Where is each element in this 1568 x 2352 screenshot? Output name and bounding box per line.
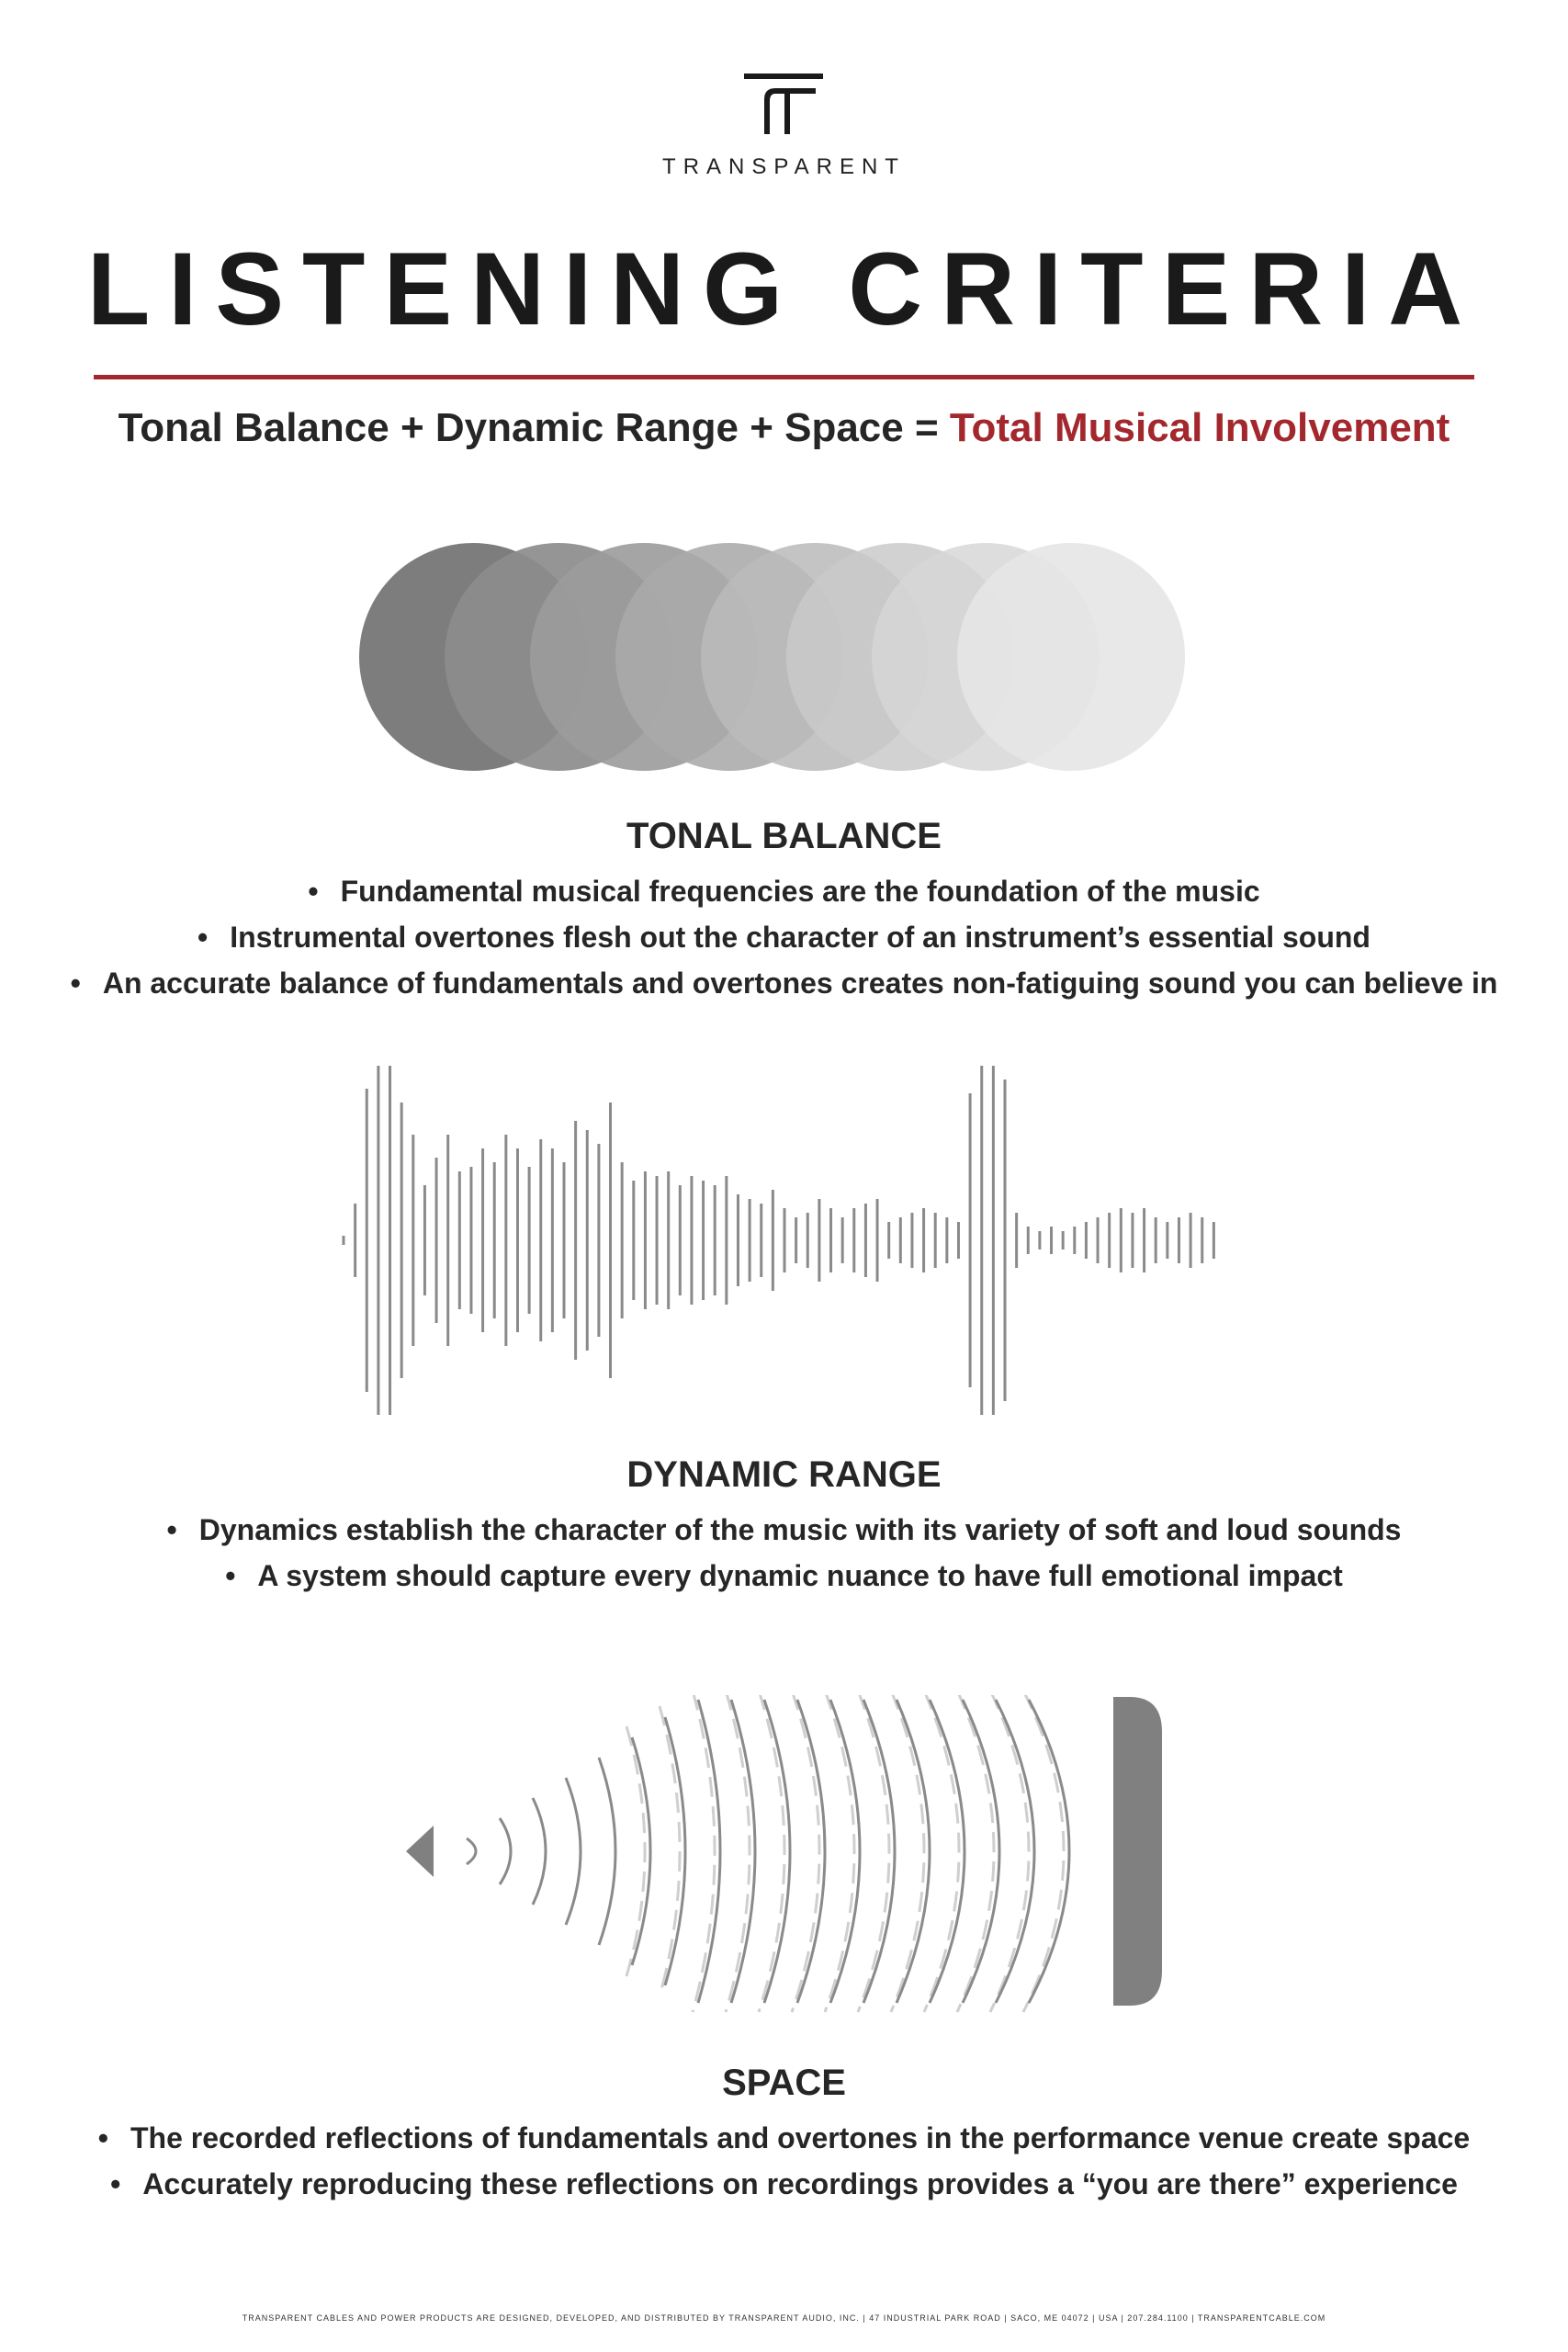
bullet-item: • The recorded reflections of fundamentals and overtones in the performance venue create space — [0, 2115, 1568, 2161]
reflection-arc — [825, 1695, 854, 2012]
bullet-item: • An accurate balance of fundamentals and overtones creates non-fatiguing sound you can believe in — [0, 960, 1568, 1006]
bullet-dot: • — [225, 1559, 236, 1592]
bullet-dot: • — [70, 967, 81, 1000]
sound-wave-arc — [467, 1838, 476, 1864]
dynamic-range-title: DYNAMIC RANGE — [626, 1454, 942, 1495]
reflection-arc — [990, 1695, 1029, 2012]
sound-wave-arc — [533, 1798, 546, 1905]
reflection-arc — [1023, 1695, 1064, 2012]
bullet-item: • Accurately reproducing these reflections on recordings provides a “you are there” experience — [0, 2161, 1568, 2207]
reflection-arc — [792, 1695, 819, 2012]
title-divider — [94, 375, 1474, 379]
dynamic-range-bullets — [0, 1507, 1568, 1599]
sound-wave-arc — [665, 1717, 685, 1985]
speaker-icon — [406, 1826, 434, 1877]
brand-name: TRANSPARENT — [662, 154, 906, 179]
space-title: SPACE — [722, 2063, 846, 2103]
bullet-dot: • — [97, 2121, 108, 2154]
tone-circle — [957, 543, 1185, 771]
reflection-arc — [957, 1695, 994, 2012]
footer-text: TRANSPARENT CABLES AND POWER PRODUCTS ARE DESIGNED, DEVELOPED, AND DISTRIBUTED BY TRANSPARENT AUDIO, INC. | 47 INDUSTRIAL PARK ROAD | SACO, ME 04072 | USA | 207.284.1100 | TRANSPARENTCABLE.COM — [242, 2313, 1326, 2323]
equation-result: Total Musical Involvement — [949, 405, 1450, 450]
sound-wave-arc — [632, 1737, 650, 1965]
sound-wave-arc — [500, 1818, 511, 1884]
tonal-balance-circles-graphic — [349, 533, 1213, 781]
reflection-arc — [759, 1695, 784, 2012]
bullet-dot: • — [110, 2167, 121, 2200]
bullet-item: • Instrumental overtones flesh out the character of an instrument’s essential sound — [0, 914, 1568, 960]
tonal-balance-title: TONAL BALANCE — [626, 816, 942, 856]
bullet-dot: • — [166, 1513, 177, 1546]
sound-wave-arc — [698, 1700, 720, 2003]
tonal-balance-bullets — [0, 868, 1568, 1006]
equation — [0, 402, 1568, 454]
bullet-dot: • — [197, 921, 209, 954]
reflection-arc — [726, 1695, 750, 2012]
bullet-dot: • — [308, 875, 319, 908]
bullet-item: • A system should capture every dynamic nuance to have full emotional impact — [0, 1553, 1568, 1599]
wall-surface — [1113, 1697, 1162, 2006]
reflection-arc — [693, 1695, 715, 2012]
space-reflections-graphic — [395, 1695, 1176, 2017]
transparent-logo-icon — [742, 72, 825, 138]
space-bullets — [0, 2115, 1568, 2207]
dynamic-range-waveform-graphic — [340, 1066, 1222, 1415]
page-title: LISTENING CRITERIA — [86, 232, 1482, 346]
reflection-arc — [858, 1695, 889, 2012]
sound-wave-arc — [566, 1778, 581, 1925]
reflection-arc — [660, 1706, 680, 1996]
equation-left: Tonal Balance + Dynamic Range + Space = — [118, 405, 939, 450]
bullet-item: • Dynamics establish the character of the music with its variety of soft and loud sounds — [0, 1507, 1568, 1553]
sound-wave-arc — [731, 1700, 755, 2003]
reflection-arc — [626, 1726, 645, 1976]
sound-wave-arc — [599, 1758, 615, 1945]
bullet-item: • Fundamental musical frequencies are the foundation of the music — [0, 868, 1568, 914]
sound-wave-arc — [764, 1700, 790, 2003]
